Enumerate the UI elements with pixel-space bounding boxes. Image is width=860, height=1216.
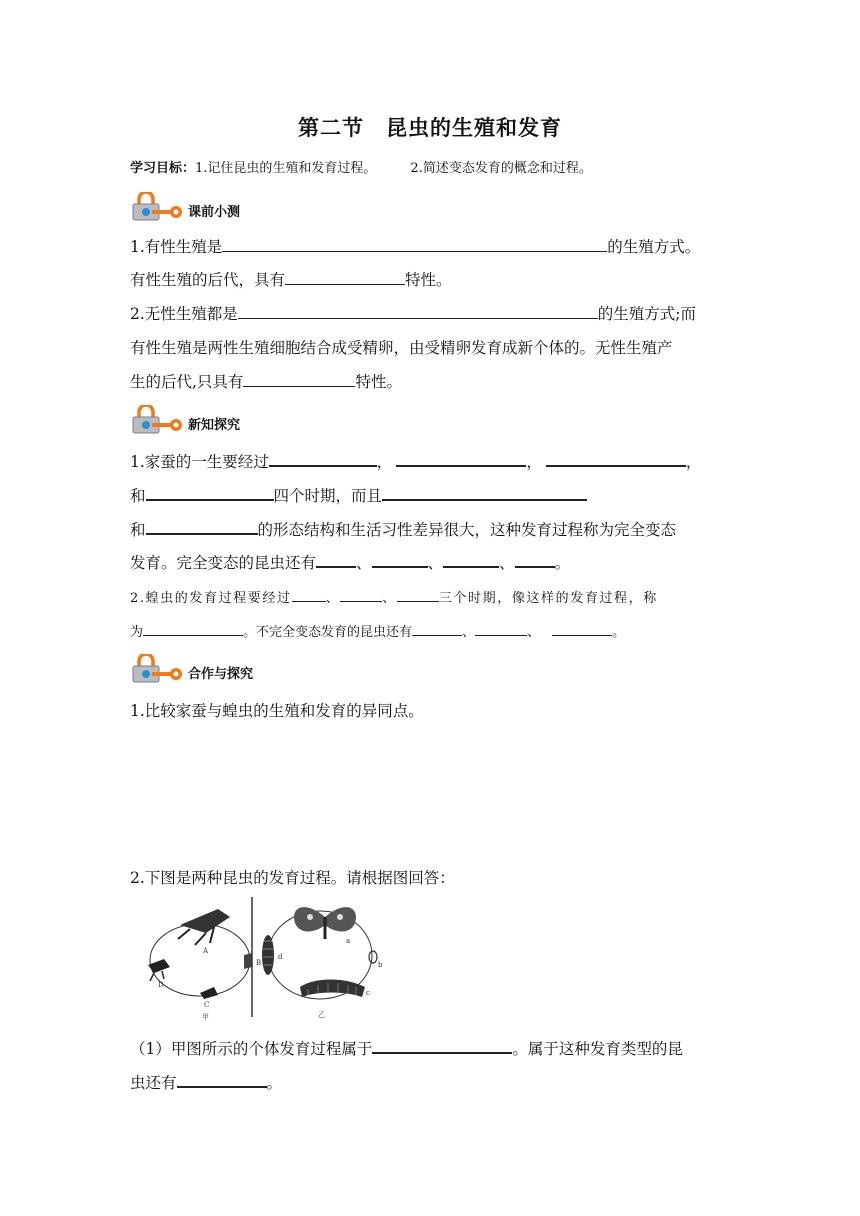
egg-icon <box>369 951 377 963</box>
blank[interactable] <box>397 587 439 602</box>
blank[interactable] <box>316 552 356 568</box>
blank[interactable] <box>222 237 607 252</box>
blank[interactable] <box>552 621 612 636</box>
coop-q2-1-line2: 虫还有 。 <box>130 1074 283 1092</box>
blank[interactable] <box>475 621 527 636</box>
goals-label: 学习目标： <box>130 161 196 176</box>
explore-q2-line2: 为 。不完全变态发育的昆虫还有 、 、 。 <box>130 621 730 640</box>
blank[interactable] <box>238 304 598 319</box>
grasshopper-adult-icon <box>178 909 230 945</box>
pretest-q2-line2: 有性生殖是两性生殖细胞结合成受精卵，由受精卵发育成新个体的。无性生殖产 <box>130 339 673 357</box>
label-a: A <box>203 947 209 955</box>
caption-left: 甲 <box>202 1013 209 1020</box>
section-coop-label: 合作与探究 <box>188 667 254 682</box>
pretest-q2-line1: 2.无性生殖都是 的生殖方式;而 <box>130 305 697 323</box>
blank[interactable] <box>412 621 462 636</box>
right-cycle <box>262 907 383 1019</box>
label-c: C <box>204 1001 210 1009</box>
lock-key-icon <box>130 192 186 222</box>
blank[interactable] <box>292 587 326 602</box>
learning-goals <box>130 157 592 176</box>
lock-key-icon <box>130 405 186 435</box>
coop-q1: 1.比较家蚕与蝗虫的生殖和发育的异同点。 <box>130 702 424 720</box>
label-a-right: a <box>346 937 351 945</box>
caption-right: 乙 <box>318 1011 325 1019</box>
blank[interactable] <box>372 1038 512 1054</box>
section-explore-heading <box>130 405 240 435</box>
blank[interactable] <box>269 451 377 467</box>
pupa-icon <box>262 935 274 975</box>
coop-q2-1-line1: （1）甲图所示的个体发育过程属于 。属于这种发育类型的昆 <box>130 1040 683 1058</box>
lock-key-icon <box>130 654 186 684</box>
explore-q1-line3: 和 的形态结构和生活习性差异很大，这种发育过程称为完全变态 <box>130 521 677 539</box>
moth-adult-icon <box>294 907 356 939</box>
explore-q1-line1: 1.家蚕的一生要经过 ， ， ， <box>130 453 702 471</box>
page-title: 第二节 昆虫的生殖和发育 <box>298 116 562 140</box>
egg-cluster-icon <box>244 953 252 969</box>
pretest-q2-line3: 生的后代,只具有 特性。 <box>130 373 402 391</box>
label-d: D <box>158 981 164 989</box>
blank[interactable] <box>443 552 499 568</box>
blank[interactable] <box>382 485 587 501</box>
label-c-right: c <box>366 989 370 997</box>
section-pretest-label: 课前小测 <box>188 205 241 220</box>
blank[interactable] <box>396 451 526 467</box>
blank[interactable] <box>143 621 243 636</box>
explore-q2-line1: 2.蝗虫的发育过程要经过 、 、 三个时期，像这样的发育过程，称 <box>130 587 730 606</box>
blank[interactable] <box>285 270 405 285</box>
blank[interactable] <box>340 587 382 602</box>
goal-1: 1.记住昆虫的生殖和发育过程。 <box>195 161 377 176</box>
blank[interactable] <box>146 485 274 501</box>
pretest-q1-line2: 有性生殖的后代，具有 特性。 <box>130 271 452 289</box>
label-d-right: d <box>278 953 283 961</box>
section-coop-heading <box>130 654 253 684</box>
blank[interactable] <box>515 552 555 568</box>
coop-q2: 2.下图是两种昆虫的发育过程。请根据图回答： <box>130 869 455 887</box>
label-b-right: b <box>378 961 383 969</box>
grasshopper-nymph-small-icon <box>200 987 218 999</box>
section-explore-label: 新知探究 <box>188 418 241 433</box>
section-pretest-heading <box>130 192 240 222</box>
goal-2: 2.简述变态发育的概念和过程。 <box>410 161 592 176</box>
insect-lifecycle-figure <box>140 895 400 1020</box>
blank[interactable] <box>546 451 686 467</box>
blank[interactable] <box>177 1072 267 1088</box>
left-cycle <box>148 909 261 1020</box>
larva-icon <box>300 980 365 998</box>
pretest-q1-line1: 1.有性生殖是 的生殖方式。 <box>130 238 701 256</box>
blank[interactable] <box>243 372 355 387</box>
blank[interactable] <box>372 552 428 568</box>
label-b: B <box>256 959 262 967</box>
explore-q1-line4: 发育。完全变态的昆虫还有 、 、 、 。 <box>130 554 571 572</box>
explore-q1-line2: 和 四个时期，而且 <box>130 484 730 506</box>
blank[interactable] <box>146 519 258 535</box>
